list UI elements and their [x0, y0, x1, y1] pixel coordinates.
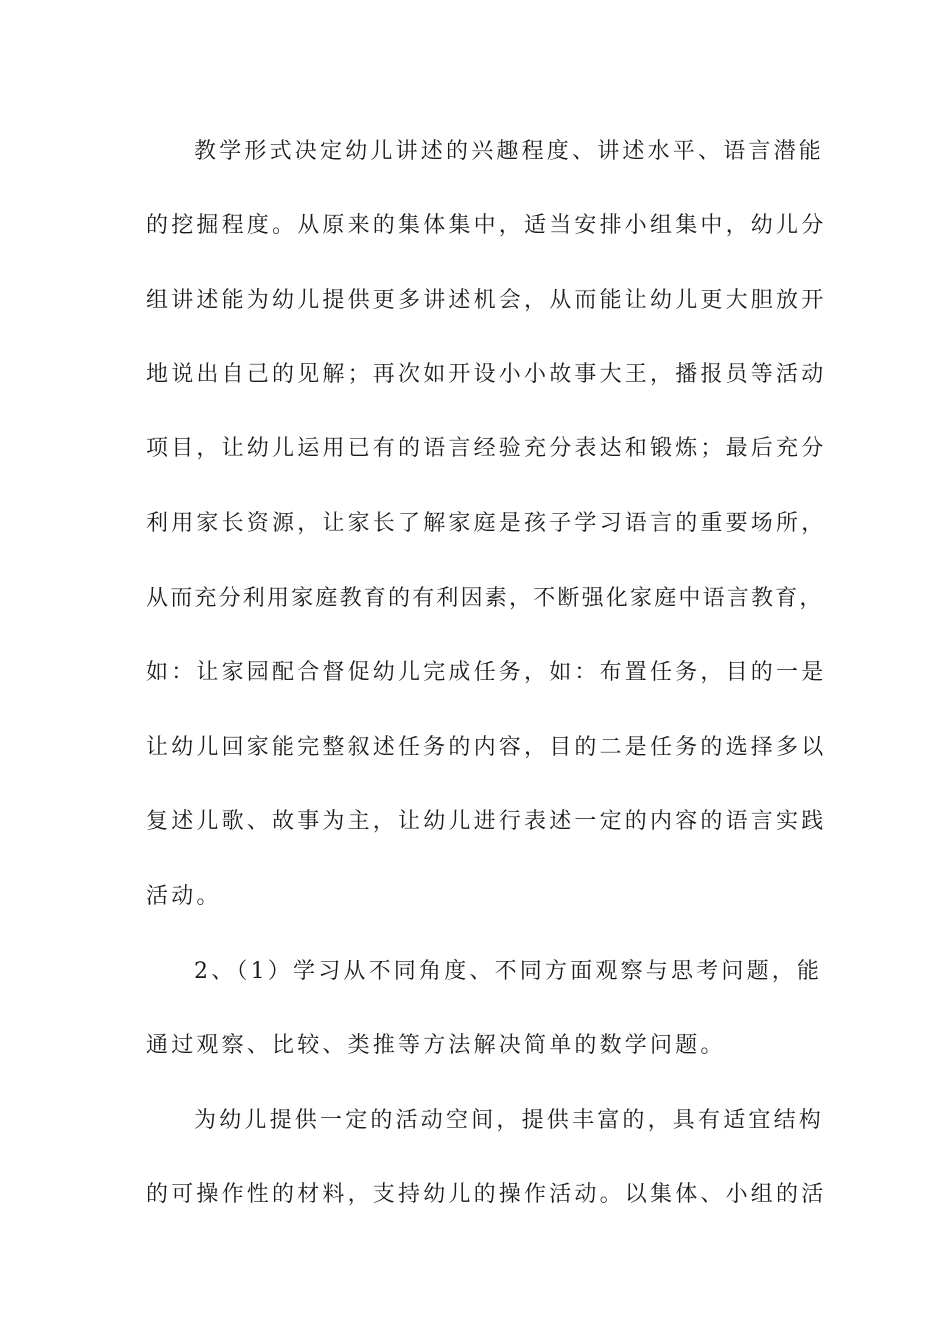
paragraph-line: 利用家长资源，让家长了解家庭是孩子学习语言的重要场所， — [146, 511, 827, 536]
paragraph-line: 通过观察、比较、类推等方法解决简单的数学问题。 — [146, 1033, 726, 1058]
paragraph-line: 从而充分利用家庭教育的有利因素，不断强化家庭中语言教育， — [146, 586, 824, 611]
paragraph-line: 复述儿歌、故事为主，让幼儿进行表述一定的内容的语言实践 — [146, 809, 827, 834]
paragraph-line: 地说出自己的见解；再次如开设小小故事大王，播报员等活动 — [146, 362, 827, 387]
paragraph-line: 如：让家园配合督促幼儿完成任务，如：布置任务，目的一是 — [146, 660, 827, 685]
paragraph-line: 的可操作性的材料，支持幼儿的操作活动。以集体、小组的活 — [146, 1182, 827, 1207]
paragraph-line: 2、（1）学习从不同角度、不同方面观察与思考问题，能 — [194, 959, 823, 984]
paragraph-line: 让幼儿回家能完整叙述任务的内容，目的二是任务的选择多以 — [146, 735, 827, 760]
paragraph-line: 组讲述能为幼儿提供更多讲述机会，从而能让幼儿更大胆放开 — [146, 288, 827, 313]
paragraph-line: 的挖掘程度。从原来的集体集中，适当安排小组集中，幼儿分 — [146, 213, 827, 238]
paragraph-line: 教学形式决定幼儿讲述的兴趣程度、讲述水平、语言潜能 — [194, 139, 825, 164]
paragraph-line: 为幼儿提供一定的活动空间，提供丰富的，具有适宜结构 — [194, 1108, 825, 1133]
paragraph-line: 项目，让幼儿运用已有的语言经验充分表达和锻炼；最后充分 — [146, 436, 827, 461]
paragraph-line: 活动。 — [146, 884, 222, 909]
